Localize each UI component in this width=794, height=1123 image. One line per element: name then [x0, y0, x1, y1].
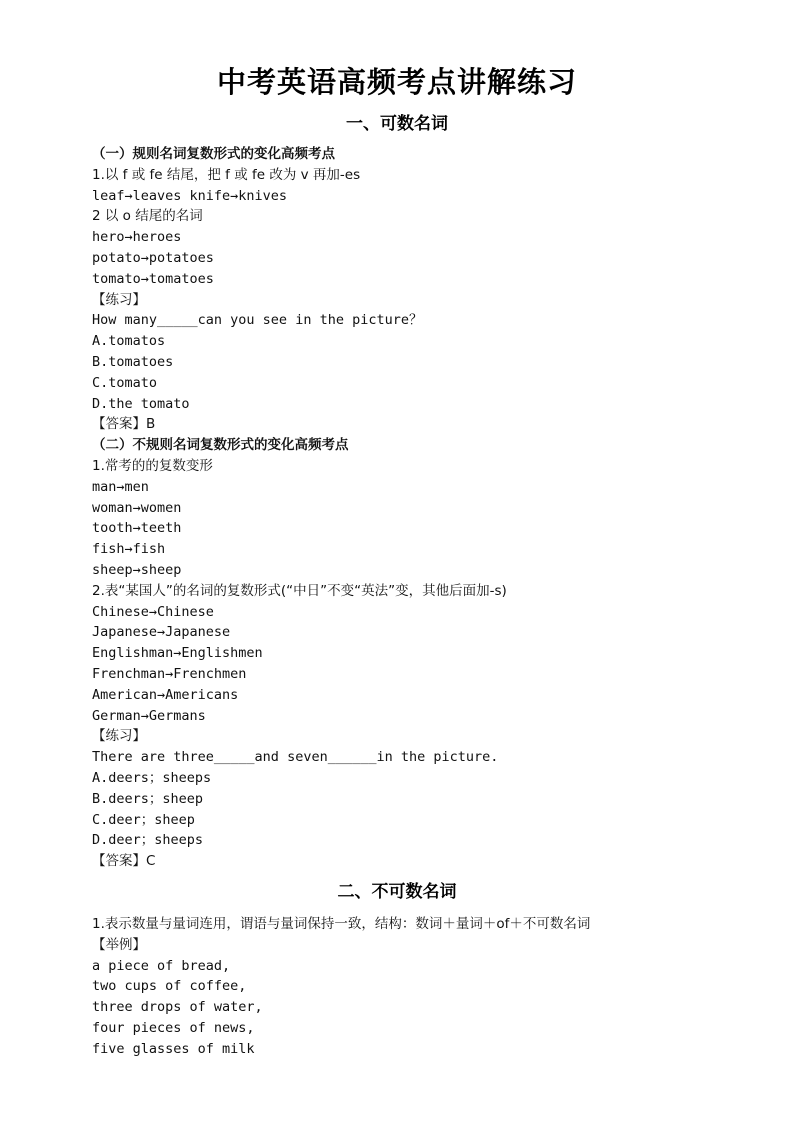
example-line: sheep→sheep	[92, 561, 182, 578]
example-line: hero→heroes	[92, 229, 182, 246]
section-heading-uncountable-nouns: 二、不可数名词	[337, 882, 457, 902]
option-d: D.deer；sheeps	[92, 832, 204, 849]
option-c: C.tomato	[92, 374, 158, 391]
example-line: American→Americans	[92, 686, 239, 703]
subheading-irregular-plural: （二）不规则名词复数形式的变化高频考点	[92, 437, 349, 454]
question-line: How many_____can you see in the picture？	[92, 312, 423, 329]
example-line: two cups of coffee,	[92, 978, 247, 995]
answer-line: 【答案】C	[92, 853, 156, 870]
rule-line: 1.以 f 或 fe 结尾，把 f 或 fe 改为 v 再加-es	[92, 166, 361, 183]
section-uncountable	[92, 914, 732, 1060]
rule-line: 2.表“某国人”的名词的复数形式(“中日”不变“英法”变，其他后面加-s)	[92, 582, 507, 599]
question-line: There are three_____and seven______in the picture.	[92, 749, 499, 766]
example-line: Chinese→Chinese	[92, 603, 214, 620]
option-c: C.deer；sheep	[92, 811, 195, 828]
example-line: a piece of bread,	[92, 957, 231, 974]
practice-label: 【练习】	[92, 728, 146, 745]
example-line: five glasses of milk	[92, 1040, 255, 1057]
answer-line: 【答案】B	[92, 416, 156, 433]
example-line: Englishman→Englishmen	[92, 645, 263, 662]
example-line: German→Germans	[92, 707, 206, 724]
example-label: 【举例】	[92, 936, 146, 953]
page-title: 中考英语高频考点讲解练习	[216, 65, 577, 99]
option-b: B.deers；sheep	[92, 790, 204, 807]
option-b: B.tomatoes	[92, 353, 174, 370]
example-line: potato→potatoes	[92, 249, 214, 266]
section-heading-countable-nouns: 一、可数名词	[346, 114, 448, 134]
example-line: man→men	[92, 478, 149, 495]
example-line: woman→women	[92, 499, 182, 516]
example-line: leaf→leaves knife→knives	[92, 187, 288, 204]
option-a: A.tomatos	[92, 333, 166, 350]
example-line: tooth→teeth	[92, 520, 182, 537]
example-line: four pieces of news,	[92, 1019, 255, 1036]
option-d: D.the tomato	[92, 395, 190, 412]
example-line: fish→fish	[92, 541, 166, 558]
rule-line: 1.表示数量与量词连用，谓语与量词保持一致，结构：数词＋量词＋of＋不可数名词	[92, 916, 591, 932]
example-line: Japanese→Japanese	[92, 624, 231, 641]
option-a: A.deers；sheeps	[92, 769, 212, 786]
rule-line: 2 以 o 结尾的名词	[92, 208, 203, 225]
section-countable-regular	[92, 144, 732, 872]
example-line: tomato→tomatoes	[92, 270, 214, 287]
rule-line: 1.常考的的复数变形	[92, 457, 213, 474]
example-line: Frenchman→Frenchmen	[92, 665, 247, 682]
example-line: three drops of water,	[92, 999, 263, 1016]
practice-label: 【练习】	[92, 291, 146, 308]
subheading-regular-plural: （一）规则名词复数形式的变化高频考点	[92, 146, 335, 162]
